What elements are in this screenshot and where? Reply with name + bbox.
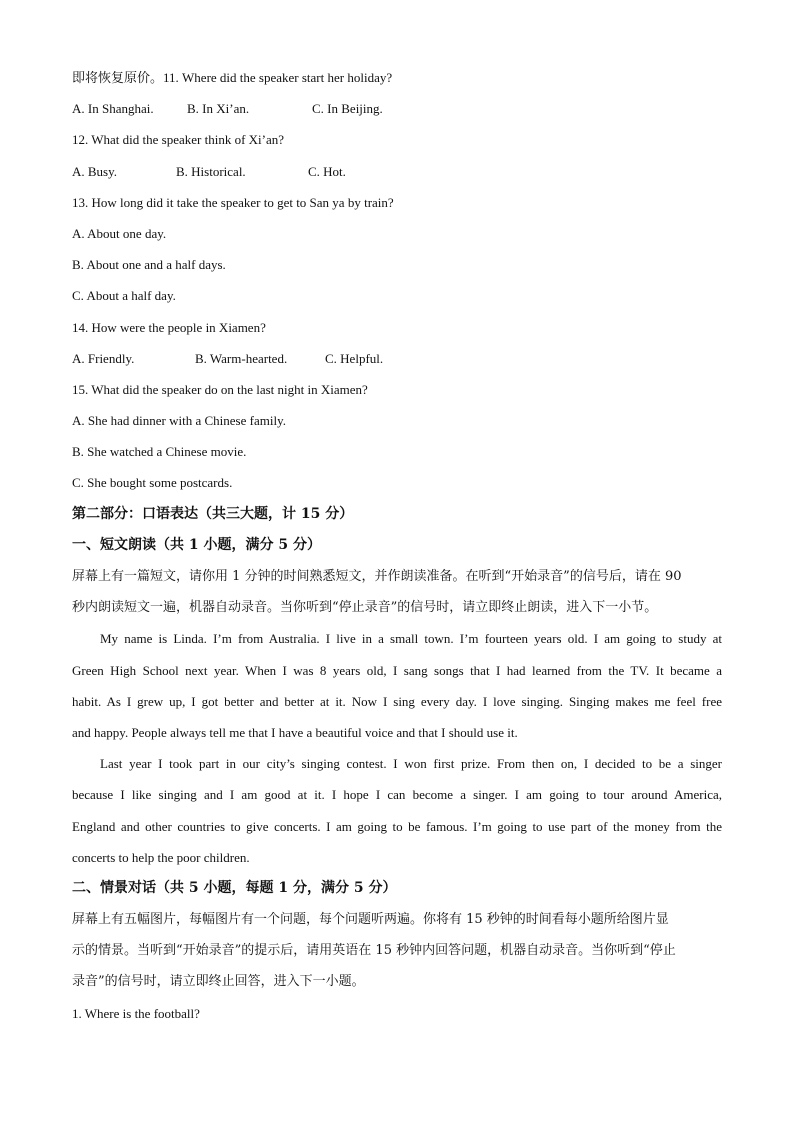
part2-title: 第二部分：口语表达（共三大题，计 15 分） bbox=[72, 505, 354, 522]
section2-title: 二、情景对话（共 5 小题，每题 1 分，满分 5 分） bbox=[72, 879, 397, 896]
q11-prefix: 即将恢复原价。 bbox=[72, 71, 164, 86]
q13-option-a: A. About one day. bbox=[72, 225, 167, 241]
q14-option-b: B. Warm-hearted. bbox=[195, 350, 288, 366]
q12-options bbox=[72, 156, 722, 187]
reading-para1-line4: and happy. People always tell me that I have a beautiful voice and that I should use it. bbox=[72, 724, 518, 740]
q12-option-a: A. Busy. bbox=[72, 163, 118, 179]
q14-options bbox=[72, 343, 722, 374]
q14-option-c: C. Helpful. bbox=[325, 350, 384, 366]
q13-question: 13. How long did it take the speaker to get to San ya by train? bbox=[72, 194, 394, 210]
reading-para1-line3: habit. As I grew up, I got better and better at it. Now I sing every day. I love singing. Singing makes me feel free bbox=[72, 693, 722, 709]
q14-question: 14. How were the people in Xiamen? bbox=[72, 319, 266, 335]
q14-option-a: A. Friendly. bbox=[72, 350, 135, 366]
q11-option-a: A. In Shanghai. bbox=[72, 101, 154, 117]
reading-para2-line3: England and other countries to give concerts. I am going to be famous. I’m going to use part of the money from the bbox=[72, 818, 722, 834]
exam-page bbox=[72, 62, 722, 1029]
q12-option-b: B. Historical. bbox=[176, 163, 246, 179]
reading-para2-line1: Last year I took part in our city’s singing contest. I won first prize. From then on, I decided to be a singer bbox=[100, 756, 722, 772]
q15-option-c: C. She bought some postcards. bbox=[72, 475, 233, 491]
q11-question: 11. Where did the speaker start her holiday? bbox=[163, 70, 393, 85]
q15-option-b: B. She watched a Chinese movie. bbox=[72, 444, 247, 460]
reading-para2-line2: because I like singing and I am good at it. I hope I can become a singer. I am going to tour around America, bbox=[72, 787, 722, 803]
q15-question: 15. What did the speaker do on the last night in Xiamen? bbox=[72, 381, 368, 397]
section1-instruction-line1: 屏幕上有一篇短文，请你用 1 分钟的时间熟悉短文，并作朗读准备。在听到“开始录音”的信号后，请在 90 bbox=[72, 569, 682, 584]
q11-line bbox=[72, 62, 722, 93]
reading-para1-line1: My name is Linda. I’m from Australia. I live in a small town. I’m fourteen years old. I am going to study at bbox=[100, 631, 722, 647]
q11-option-c: C. In Beijing. bbox=[312, 101, 383, 117]
section1-instruction-line2: 秒内朗读短文一遍，机器自动录音。当你听到“停止录音”的信号时，请立即终止朗读，进入下一小节。 bbox=[72, 600, 658, 616]
section2-instruction-line3: 录音”的信号时，请立即终止回答，进入下一小题。 bbox=[72, 974, 365, 990]
reading-para2-line4: concerts to help the poor children. bbox=[72, 849, 250, 865]
q11-options bbox=[72, 93, 722, 124]
section2-instruction-line1: 屏幕上有五幅图片，每幅图片有一个问题，每个问题听两遍。你将有 15 秒钟的时间看每小题所给图片显 bbox=[72, 912, 669, 928]
q12-option-c: C. Hot. bbox=[308, 163, 346, 179]
reading-para1-line2: Green High School next year. When I was 8 years old, I sang songs that I had learned from the TV. It became a bbox=[72, 662, 722, 678]
section2-instruction-line2: 示的情景。当听到“开始录音”的提示后，请用英语在 15 秒钟内回答问题，机器自动录音。当你听到“停止 bbox=[72, 943, 676, 959]
q12-question: 12. What did the speaker think of Xi’an? bbox=[72, 132, 285, 148]
section1-title: 一、短文朗读（共 1 小题，满分 5 分） bbox=[72, 536, 321, 553]
q13-option-c: C. About a half day. bbox=[72, 288, 176, 304]
q15-option-a: A. She had dinner with a Chinese family. bbox=[72, 413, 286, 429]
q11-option-b: B. In Xi’an. bbox=[187, 101, 250, 117]
q13-option-b: B. About one and a half days. bbox=[72, 257, 226, 273]
dialogue-q1: 1. Where is the football? bbox=[72, 1005, 200, 1021]
